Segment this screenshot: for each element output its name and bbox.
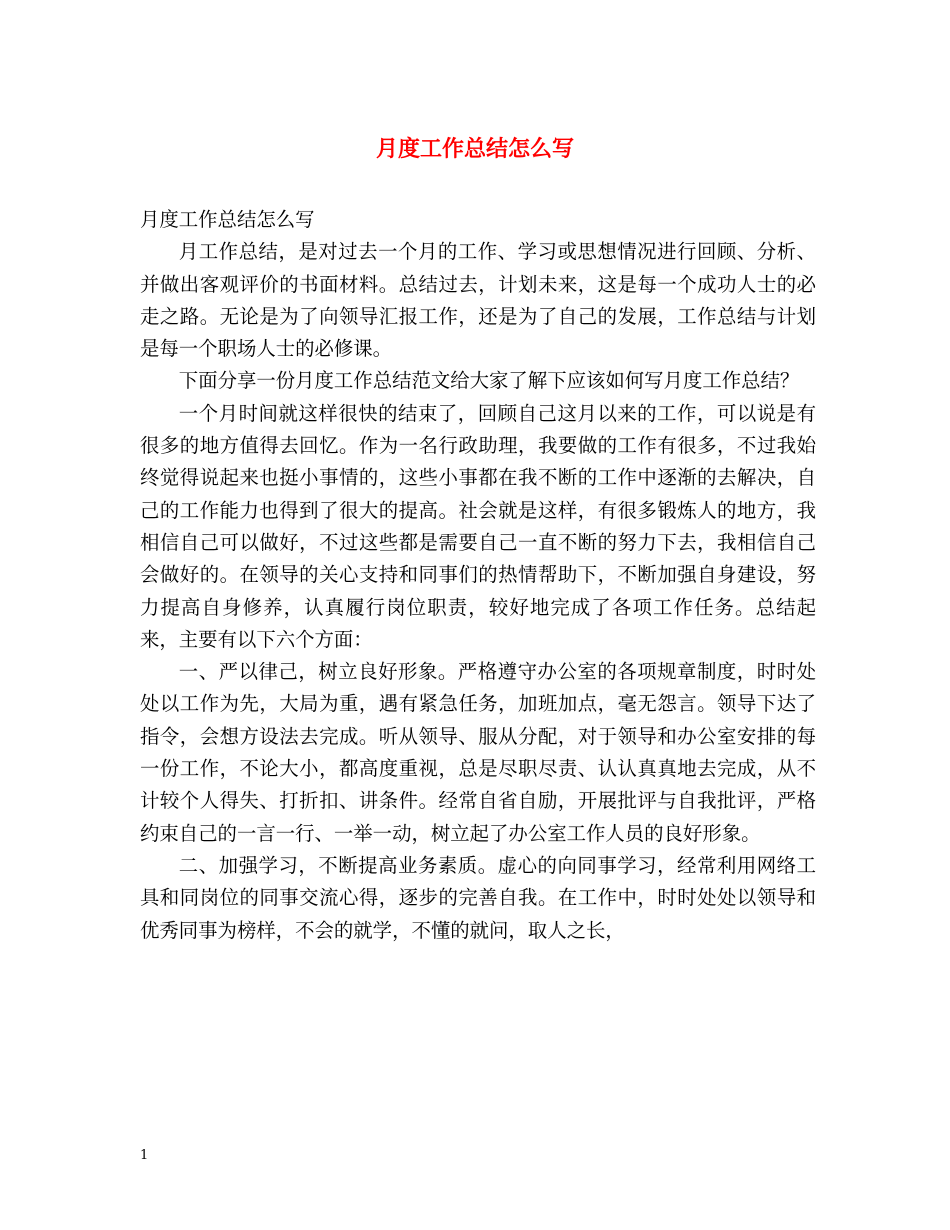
paragraph-subtitle: 月度工作总结怎么写: [140, 208, 315, 231]
paragraph-overview: 一个月时间就这样很快的结束了，回顾自己这月以来的工作，可以说是有很多的地方值得去回忆。作为一名行政助理，我要做的工作有很多，不过我始终觉得说起来也挺小事情的，这些小事都在我不断的工作中逐渐的去解决，自己的工作能力也得到了很大的提高。社会就是这样，有很多锻炼人的地方，我相信自己可以做好，不过这些都是需要自己一直不断的努力下去，我相信自己会做好的。在领导的关心支持和同事们的热情帮助下，不断加强自身建设，努力提高自身修养，认真履行岗位职责，较好地完成了各项工作任务。总结起来，主要有以下六个方面：: [140, 401, 816, 651]
paragraph-section-one: 一、严以律己，树立良好形象。严格遵守办公室的各项规章制度，时时处处以工作为先，大局为重，遇有紧急任务，加班加点，毫无怨言。领导下达了指令，会想方设法去完成。听从领导、服从分配，对于领导和办公室安排的每一份工作，不论大小，都高度重视，总是尽职尽责、认认真真地去完成，从不计较个人得失、打折扣、讲条件。经常自省自励，开展批评与自我批评，严格约束自己的一言一行、一举一动，树立起了办公室工作人员的良好形象。: [140, 660, 816, 845]
document-body: [140, 204, 816, 947]
paragraph-section-two: 二、加强学习，不断提高业务素质。虚心的向同事学习，经常利用网络工具和同岗位的同事交流心得，逐步的完善自我。在工作中，时时处处以领导和优秀同事为榜样，不会的就学，不懂的就问，取人之长，: [140, 853, 816, 942]
paragraph-sample-note: 下面分享一份月度工作总结范文给大家了解下应该如何写月度工作总结？: [178, 369, 800, 393]
paragraph-intro: 月工作总结，是对过去一个月的工作、学习或思想情况进行回顾、分析、并做出客观评价的书面材料。总结过去，计划未来，这是每一个成功人士的必走之路。无论是为了向领导汇报工作，还是为了自己的发展，工作总结与计划是每一个职场人士的必修课。: [140, 240, 816, 361]
page-number: 1: [140, 1148, 149, 1163]
document-title: 月度工作总结怎么写: [375, 136, 574, 162]
